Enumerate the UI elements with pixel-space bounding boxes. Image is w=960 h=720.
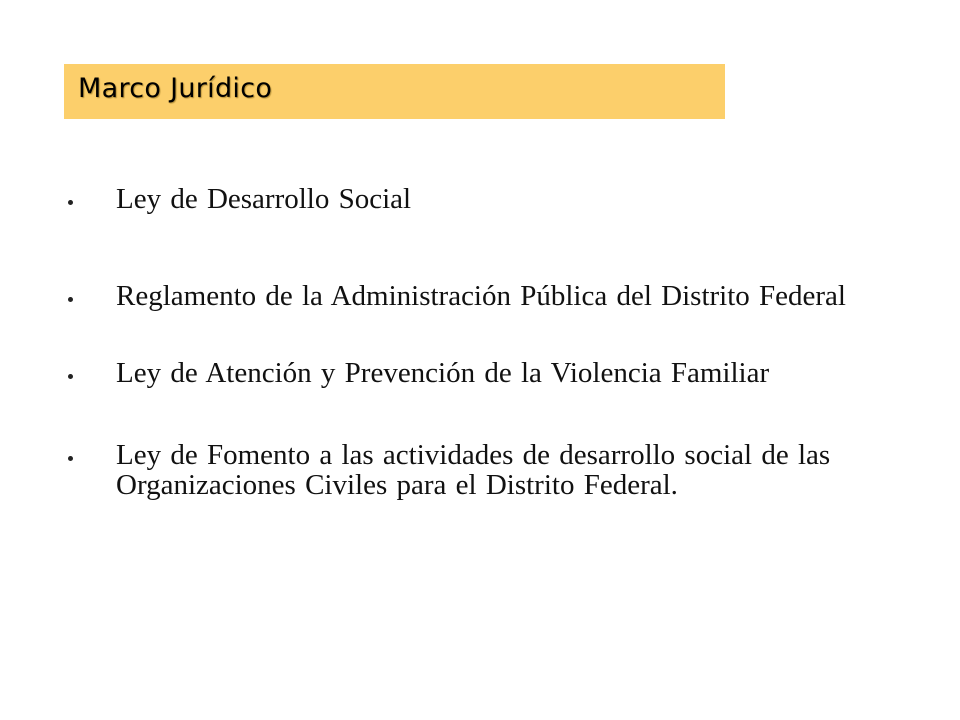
list-item-text: Ley de Fomento a las actividades de desarrollo social de las Organizaciones Civiles para el Distrito Federal. <box>116 439 831 501</box>
bullet-icon <box>68 200 73 205</box>
list-item-text: Reglamento de la Administración Pública del Distrito Federal <box>116 280 846 312</box>
bullet-icon <box>68 297 73 302</box>
slide-title: Marco Jurídico <box>78 73 273 104</box>
list-item-text: Ley de Atención y Prevención de la Violencia Familiar <box>116 357 770 389</box>
title-bar <box>64 64 725 119</box>
bullet-icon <box>68 456 73 461</box>
list-item-text: Ley de Desarrollo Social <box>116 183 412 215</box>
bullet-icon <box>68 374 73 379</box>
